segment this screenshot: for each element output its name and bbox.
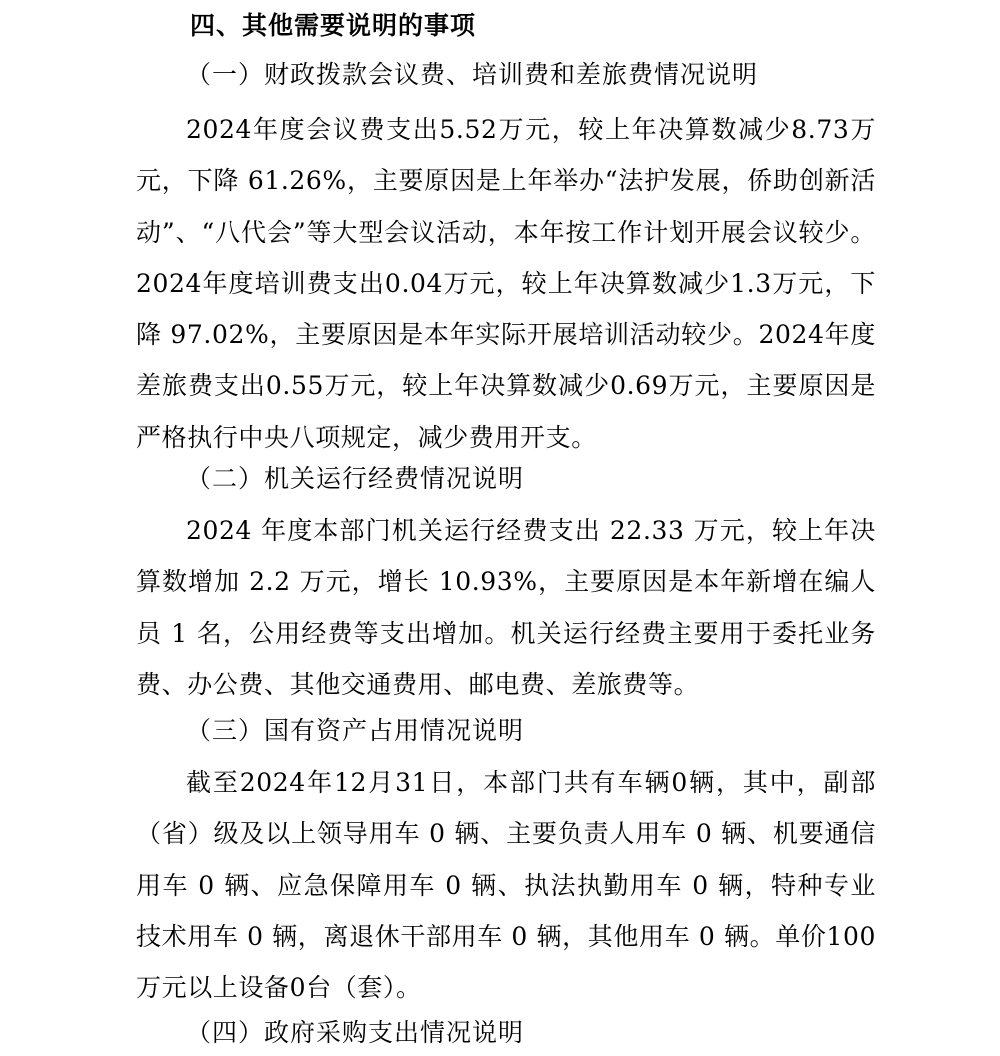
subsection-heading-meeting-training-travel: （一）财政拨款会议费、培训费和差旅费情况说明 <box>186 60 759 89</box>
subsection-heading-state-assets: （三）国有资产占用情况说明 <box>186 716 525 745</box>
paragraph-state-assets: 截至2024年12月31日，本部门共有车辆0辆，其中，副部（省）级及以上领导用车 0 辆、主要负责人用车 0 辆、机要通信用车 0 辆、应急保障用车 0 辆、执法执勤用车 0 辆，特种专业技术用车 0 辆，离退休干部用车 0 辆，其他用车 0 辆。单价100万元以上设备0台（套）。 <box>136 768 876 1003</box>
subsection-heading-operating-expenses: （二）机关运行经费情况说明 <box>186 464 525 493</box>
section-title: 四、其他需要说明的事项 <box>190 11 477 40</box>
paragraph-operating-expenses: 2024 年度本部门机关运行经费支出 22.33 万元，较上年决算数增加 2.2 万元，增长 10.93%，主要原因是本年新增在编人员 1 名，公用经费等支出增加。机关运行经费主要用于委托业务费、办公费、其他交通费用、邮电费、差旅费等。 <box>136 516 876 699</box>
subsection-heading-government-procurement: （四）政府采购支出情况说明 <box>186 1018 525 1047</box>
paragraph-meeting-training-travel: 2024年度会议费支出5.52万元，较上年决算数减少8.73万元，下降 61.26%，主要原因是上年举办“法护发展，侨助创新活动”、“八代会”等大型会议活动，本年按工作计划开展会议较少。2024年度培训费支出0.04万元，较上年决算数减少1.3万元，下降 97.02%，主要原因是本年实际开展培训活动较少。2024年度差旅费支出0.55万元，较上年决算数减少0.69万元，主要原因是严格执行中央八项规定，减少费用开支。 <box>136 115 876 452</box>
